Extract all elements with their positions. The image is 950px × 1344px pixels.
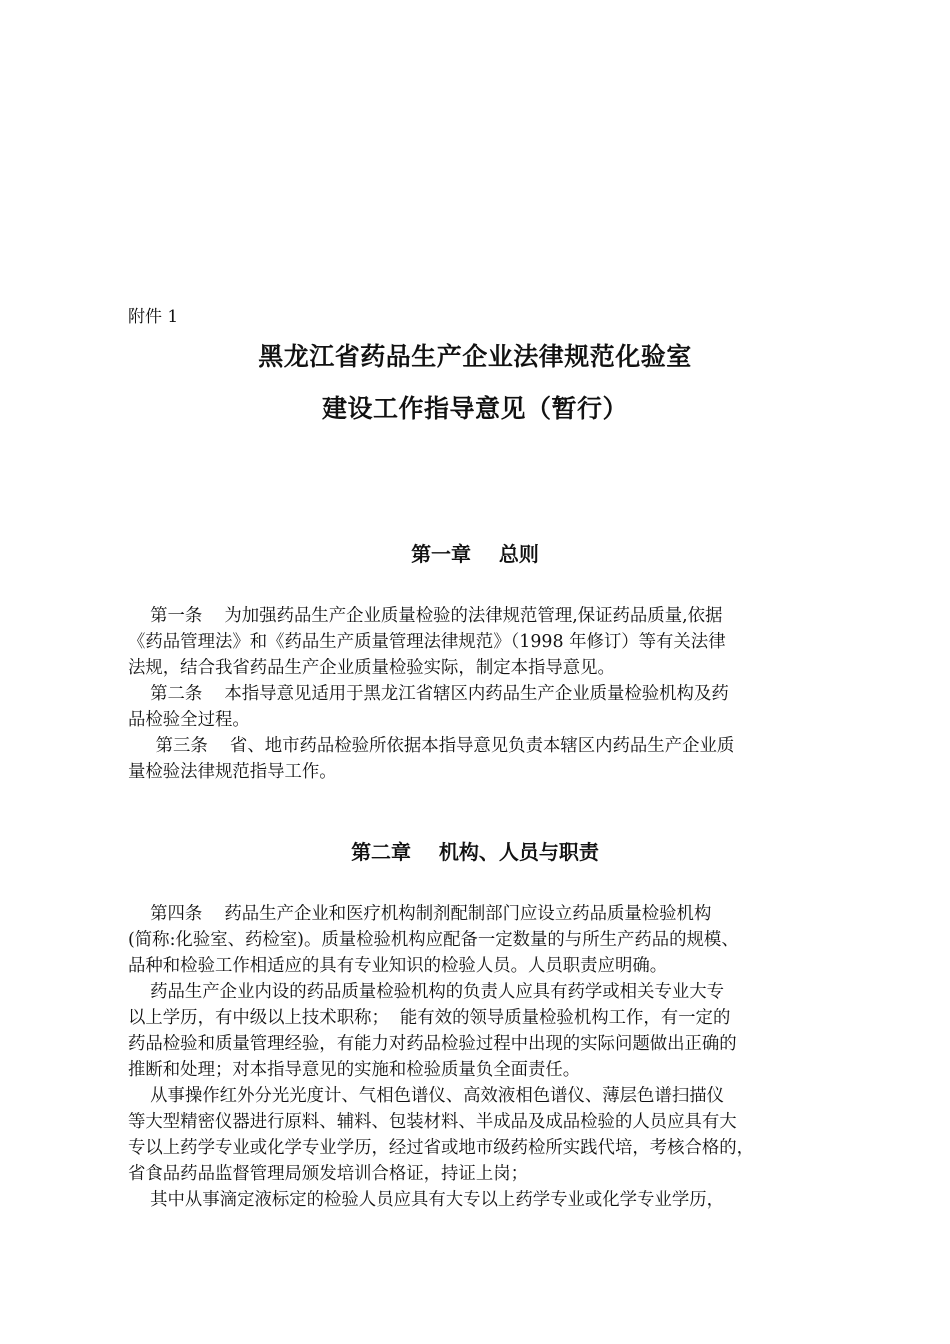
chapter-1-heading: 第一章 总则	[411, 542, 539, 566]
document-title-line-1: 黑龙江省药品生产企业法律规范化验室	[258, 342, 692, 371]
chapter-2-line: 从事操作红外分光光度计、气相色谱仪、高效液相色谱仪、薄层色谱扫描仪	[128, 1086, 725, 1106]
chapter-1-line: 第三条 省、地市药品检验所依据本指导意见负责本辖区内药品生产企业质	[128, 736, 735, 756]
chapter-2-line: 以上学历，有中级以上技术职称； 能有效的领导质量检验机构工作，有一定的	[128, 1008, 731, 1028]
chapter-2-line: 推断和处理；对本指导意见的实施和检验质量负全面责任。	[128, 1060, 581, 1080]
chapter-2-line: 药品生产企业内设的药品质量检验机构的负责人应具有药学或相关专业大专	[128, 982, 725, 1002]
chapter-2-line: (简称:化验室、药检室)。质量检验机构应配备一定数量的与所生产药品的规模、	[128, 930, 739, 950]
chapter-2-heading: 第二章 机构、人员与职责	[351, 840, 599, 864]
chapter-2-line: 等大型精密仪器进行原料、辅料、包装材料、半成品及成品检验的人员应具有大	[128, 1112, 737, 1132]
chapter-2-line: 专以上药学专业或化学专业学历，经过省或地市级药检所实践代培，考核合格的，	[128, 1138, 755, 1158]
chapter-2-line: 其中从事滴定液标定的检验人员应具有大专以上药学专业或化学专业学历，	[128, 1190, 725, 1210]
chapter-1-line: 第二条 本指导意见适用于黑龙江省辖区内药品生产企业质量检验机构及药	[128, 684, 729, 704]
chapter-1-line: 第一条 为加强药品生产企业质量检验的法律规范管理,保证药品质量,依据	[128, 606, 723, 626]
annex-label: 附件 1	[128, 307, 179, 327]
chapter-2-line: 品种和检验工作相适应的具有专业知识的检验人员。人员职责应明确。	[128, 956, 668, 976]
document-title-line-2: 建设工作指导意见（暂行）	[321, 394, 628, 423]
chapter-1-line: 品检验全过程。	[128, 710, 250, 730]
chapter-1-line: 法规，结合我省药品生产企业质量检验实际，制定本指导意见。	[128, 658, 615, 678]
chapter-1-line: 《药品管理法》和《药品生产质量管理法律规范》（1998 年修订）等有关法律	[128, 632, 726, 652]
chapter-2-line: 省食品药品监督管理局颁发培训合格证，持证上岗；	[128, 1164, 528, 1184]
chapter-1-line: 量检验法律规范指导工作。	[128, 762, 337, 782]
chapter-2-line: 第四条 药品生产企业和医疗机构制剂配制部门应设立药品质量检验机构	[128, 904, 712, 924]
chapter-2-line: 药品检验和质量管理经验，有能力对药品检验过程中出现的实际问题做出正确的	[128, 1034, 737, 1054]
